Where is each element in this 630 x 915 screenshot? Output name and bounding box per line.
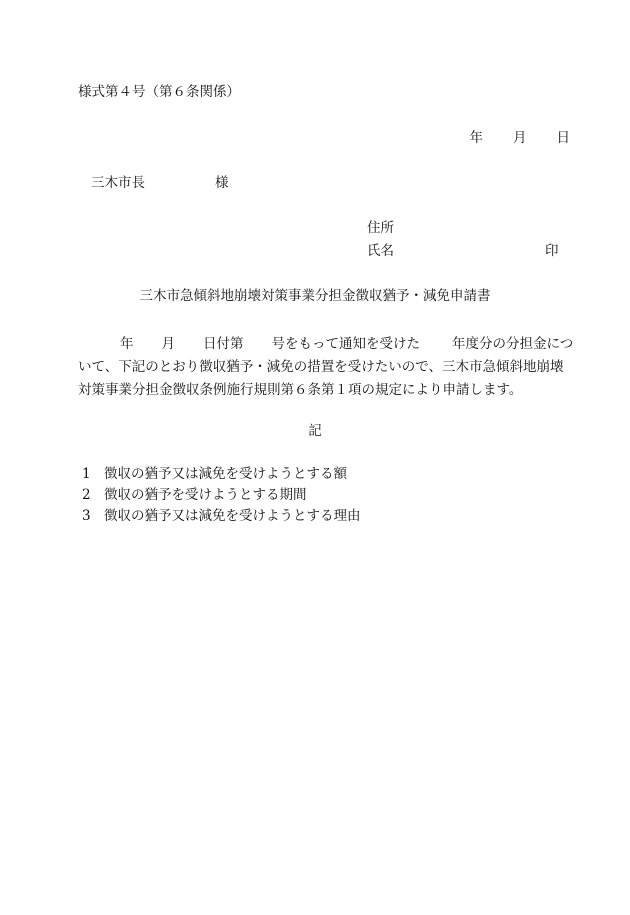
body-month: 月 [161, 336, 175, 352]
form-number: 様式第４号（第６条関係） [78, 84, 240, 100]
applicant-name-label: 氏名 [367, 243, 394, 259]
seal-mark: 印 [545, 243, 559, 259]
body-day-dated-no: 日付第 [203, 336, 244, 352]
items-list [82, 468, 361, 531]
application-body [78, 333, 576, 402]
item-number: 3 [82, 508, 91, 524]
list-item [82, 468, 361, 489]
addressee-honorific: 様 [215, 175, 229, 191]
date-day-label: 日 [556, 130, 570, 146]
document-title: 三木市急傾斜地崩壊対策事業分担金徴収猶予・減免申請書 [139, 288, 491, 304]
list-item [82, 489, 361, 510]
date-line [470, 132, 571, 146]
item-text: 徴収の猶予又は減免を受けようとする理由 [104, 508, 361, 524]
item-text: 徴収の猶予又は減免を受けようとする額 [104, 466, 347, 482]
body-fiscal-year-share: 年度分の分担金について、下記のとおり徴収猶予・減免の措置を受けたいので、三木市急傾斜地崩壊対策事業分担金徴収条例施行規則第６条第１項の規定により申請します。 [78, 336, 574, 398]
item-number: 2 [82, 487, 91, 503]
list-item [82, 510, 361, 531]
body-year: 年 [120, 336, 134, 352]
item-number: 1 [82, 466, 91, 482]
date-month-label: 月 [513, 130, 527, 146]
addressee-name: 三木市長 [91, 175, 145, 191]
ki-heading: 記 [308, 423, 322, 439]
date-year-label: 年 [469, 130, 483, 146]
item-text: 徴収の猶予を受けようとする期間 [104, 487, 307, 503]
body-no-notified: 号をもって通知を受けた [271, 336, 420, 352]
addressee [91, 177, 229, 191]
applicant-address-label: 住所 [367, 220, 394, 236]
